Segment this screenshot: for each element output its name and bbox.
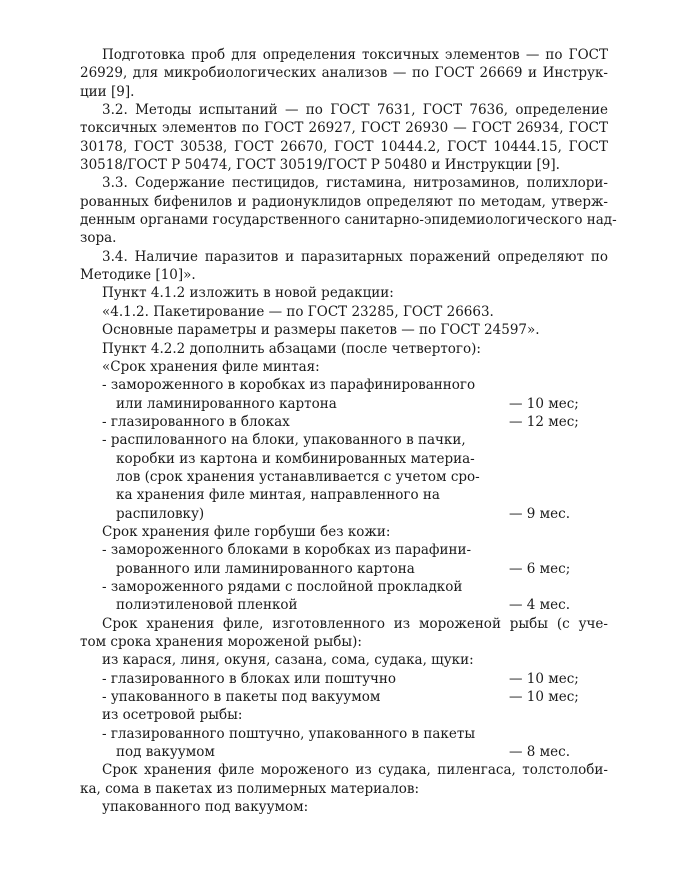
line-text: 3.3. Содержание пестицидов, гистамина, нитрозаминов, полихлори- (102, 175, 608, 192)
text-line (80, 560, 608, 578)
text-line (80, 303, 608, 321)
text-line (80, 633, 608, 651)
line-text: упакованного под вакуумом: (102, 799, 309, 816)
text-line (80, 578, 608, 596)
text-line (80, 651, 608, 669)
text-line (80, 486, 608, 504)
text-line (80, 119, 608, 137)
line-text: 3.2. Методы испытаний — по ГОСТ 7631, ГОСТ 7636, определение (102, 102, 608, 119)
text-line (80, 376, 608, 394)
text-line (80, 174, 608, 192)
text-line (80, 340, 608, 358)
text-line (80, 321, 608, 339)
text-line (80, 156, 608, 174)
line-text: Основные параметры и размеры пакетов — по ГОСТ 24597». (102, 322, 540, 339)
storage-term-value: — 9 мес. (509, 505, 571, 522)
text-line (80, 138, 608, 156)
line-text: Срок хранения филе горбуши без кожи: (102, 523, 391, 540)
text-line (80, 688, 608, 706)
line-text: Методике [10]». (80, 267, 196, 284)
line-text: Пункт 4.1.2 изложить в новой редакции: (102, 285, 394, 302)
line-text: - замороженного рядами с послойной прокладкой (102, 578, 463, 595)
line-text: «4.1.2. Пакетирование — по ГОСТ 23285, ГОСТ 26663. (102, 303, 494, 320)
text-line (80, 743, 608, 761)
document-page (80, 46, 617, 816)
line-text: или ламинированного картона (116, 395, 337, 412)
line-text: - упакованного в пакеты под вакуумом (102, 689, 381, 706)
line-text: из осетровой рыбы: (102, 707, 243, 724)
text-line (80, 523, 608, 541)
text-line (80, 193, 608, 211)
text-line (80, 211, 617, 229)
storage-term-value: — 10 мес; (509, 395, 579, 412)
line-text: рованных бифенилов и радионуклидов определяют по методам, утверж- (80, 193, 608, 210)
text-line (80, 780, 608, 798)
line-text: ции [9]. (80, 83, 135, 100)
text-line (80, 615, 608, 633)
line-text: Пункт 4.2.2 дополнить абзацами (после четвертого): (102, 340, 481, 357)
storage-term-value: — 10 мес; (509, 689, 579, 706)
text-line (80, 284, 608, 302)
line-text: - замороженного в коробках из парафинированного (102, 377, 476, 394)
text-line (80, 46, 608, 64)
line-text: лов (срок хранения устанавливается с учетом сро- (116, 468, 480, 485)
text-line (80, 670, 608, 688)
line-text: Подготовка проб для определения токсичных элементов — по ГОСТ (102, 47, 608, 63)
line-text: - глазированного в блоках или поштучно (102, 670, 397, 687)
storage-term-value: — 8 мес. (509, 744, 571, 761)
line-text: ка, сома в пакетах из полимерных материалов: (80, 780, 420, 797)
text-line (80, 725, 608, 743)
storage-term-value: — 4 мес. (509, 597, 571, 614)
line-text: из карася, линя, окуня, сазана, сома, судака, щуки: (102, 652, 474, 669)
line-text: - распилованного на блоки, упакованного в пачки, (102, 432, 466, 449)
text-line (80, 358, 608, 376)
text-line (80, 101, 608, 119)
text-line (80, 468, 608, 486)
text-line (80, 505, 608, 523)
storage-term-value: — 10 мес; (509, 670, 579, 687)
line-text: рованного или ламинированного картона (116, 560, 415, 577)
text-line (80, 541, 608, 559)
text-line (80, 761, 608, 779)
text-line (80, 706, 608, 724)
line-text: ка хранения филе минтая, направленного на (116, 487, 440, 504)
text-line (80, 248, 608, 266)
line-text: - замороженного блоками в коробках из парафини- (102, 542, 472, 559)
line-text: токсичных элементов по ГОСТ 26927, ГОСТ 26930 — ГОСТ 26934, ГОСТ (80, 120, 608, 137)
line-text: «Срок хранения филе минтая: (102, 358, 320, 375)
text-line (80, 798, 608, 816)
storage-term-value: — 12 мес; (509, 413, 579, 430)
line-text: полиэтиленовой пленкой (116, 597, 298, 614)
line-text: под вакуумом (116, 744, 215, 761)
storage-term-value: — 6 мес; (509, 560, 571, 577)
line-text: 26929, для микробиологических анализов — по ГОСТ 26669 и Инструк- (80, 65, 608, 82)
text-line (80, 229, 608, 247)
line-text: распиловку) (116, 505, 205, 522)
text-line (80, 83, 608, 101)
line-text: зора. (80, 230, 117, 247)
line-text: Срок хранения филе, изготовленного из мороженой рыбы (с уче- (102, 615, 608, 632)
line-text: - глазированного в блоках (102, 413, 290, 430)
text-line (80, 450, 608, 468)
text-line (80, 596, 608, 614)
text-line (80, 431, 608, 449)
line-text: том срока хранения мороженой рыбы): (80, 634, 362, 650)
line-text: 3.4. Наличие паразитов и паразитарных поражений определяют по (102, 248, 608, 265)
line-text: денным органами государственного санитарно-эпидемиологического над- (80, 212, 617, 229)
line-text: коробки из картона и комбинированных материа- (116, 450, 475, 467)
text-line (80, 266, 608, 284)
text-line (80, 413, 608, 431)
line-text: 30518/ГОСТ Р 50474, ГОСТ 30519/ГОСТ Р 50480 и Инструкции [9]. (80, 157, 560, 174)
text-line (80, 64, 608, 82)
line-text: - глазированного поштучно, упакованного в пакеты (102, 725, 476, 742)
line-text: 30178, ГОСТ 30538, ГОСТ 26670, ГОСТ 10444.2, ГОСТ 10444.15, ГОСТ (80, 138, 608, 155)
text-line (80, 395, 608, 413)
line-text: Срок хранения филе мороженого из судака, пиленгаса, толстолоби- (102, 762, 608, 779)
